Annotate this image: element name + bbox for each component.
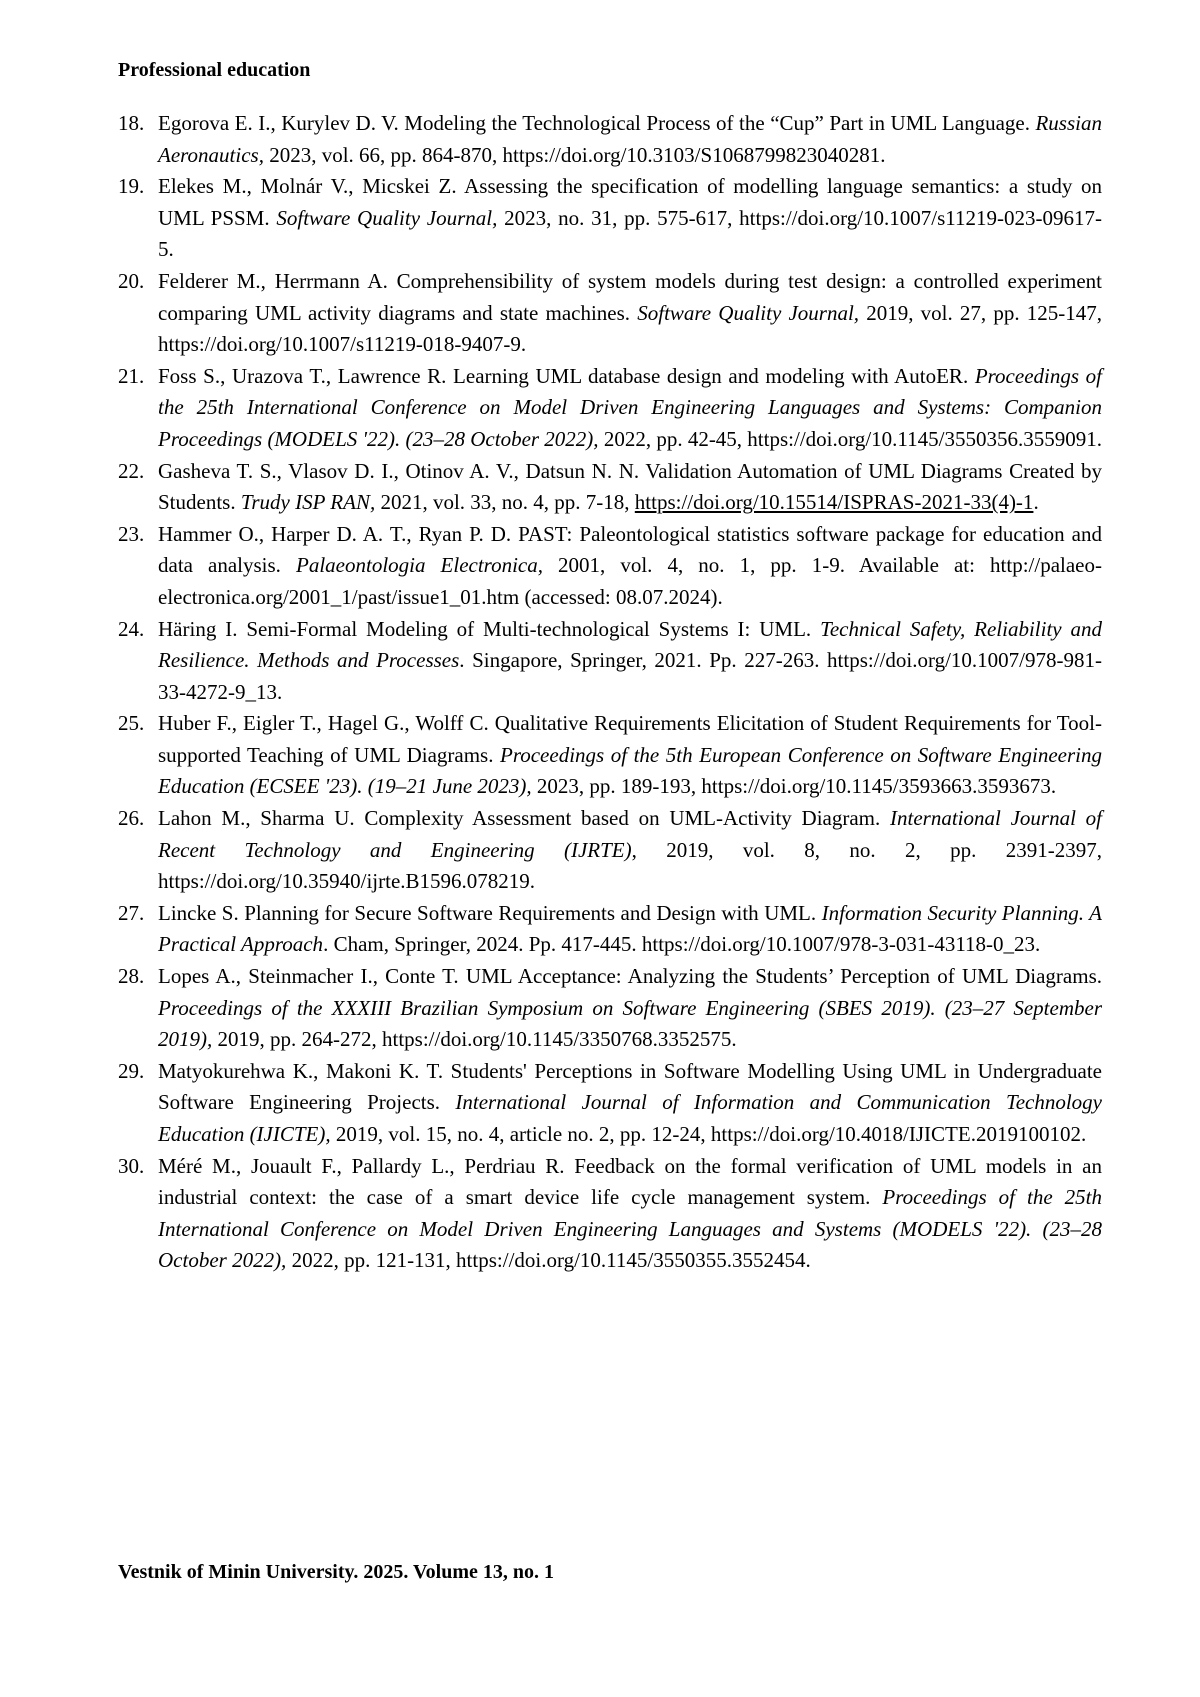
reference-text-run: . Cham, Springer, 2024. Pp. 417-445. https://doi.org/10.1007/978-3-031-43118-0_23. — [323, 932, 1041, 957]
reference-text-run: Lincke S. Planning for Secure Software Requirements and Design with UML. — [158, 900, 822, 925]
reference-text-run: Egorova E. I., Kurylev D. V. Modeling the Technological Process of the “Cup” Part in UML Language. — [158, 111, 1036, 135]
reference-text — [158, 269, 1102, 356]
reference-item — [118, 108, 1102, 171]
reference-text-run: , 2019, vol. 8, no. 2, pp. 2391-2397, https://doi.org/10.35940/ijrte.B1596.078219. — [158, 837, 1102, 894]
reference-item — [118, 614, 1102, 709]
reference-text-run: Felderer M., Herrmann A. Comprehensibility of system models during test design: a controlled experiment comparing UML activity diagrams and state machines. — [158, 268, 1102, 325]
reference-item — [118, 171, 1102, 266]
reference-source-italic: Trudy ISP RAN, — [240, 490, 376, 515]
reference-source-italic: Information Security Planning. A Practical Approach — [158, 900, 1102, 957]
doi-link[interactable]: https://doi.org/10.15514/ISPRAS-2021-33(4)-1 — [634, 490, 1034, 515]
reference-number: 23. — [118, 521, 145, 546]
reference-text — [158, 964, 1102, 1051]
reference-text-run: 2019, vol. 27, pp. 125-147, https://doi.org/10.1007/s11219-018-9407-9. — [158, 300, 1102, 357]
reference-text — [158, 901, 1102, 957]
reference-source-italic: Russian Aeronautics, — [158, 111, 1102, 167]
reference-item — [118, 456, 1102, 519]
reference-text-run: Häring I. Semi-Formal Modeling of Multi-technological Systems I: UML. — [158, 616, 821, 641]
reference-text — [158, 111, 1102, 167]
reference-number: 30. — [118, 1153, 145, 1178]
reference-item — [118, 803, 1102, 898]
reference-text-run: Lopes A., Steinmacher I., Conte T. UML Acceptance: Analyzing the Students’ Perception of UML Diagrams. — [158, 964, 1102, 989]
reference-number: 29. — [118, 1058, 145, 1083]
reference-item — [118, 708, 1102, 803]
reference-number: 18. — [118, 111, 145, 135]
reference-text-run: Hammer O., Harper D. A. T., Ryan P. D. PAST: Paleontological statistics software package for education and data analysis. — [158, 521, 1102, 578]
reference-text-run: 2023, no. 31, pp. 575-617, https://doi.org/10.1007/s11219-023-09617-5. — [158, 205, 1102, 262]
reference-number: 22. — [118, 458, 145, 483]
reference-item — [118, 266, 1102, 361]
page-header: Professional education — [118, 59, 311, 81]
reference-source-italic: Software Quality Journal, — [637, 300, 860, 325]
reference-source-italic: Technical Safety, Reliability and Resilience. Methods and Processes — [158, 616, 1102, 673]
reference-text-run: Elekes M., Molnár V., Micskei Z. Assessing the specification of modelling language semantics: a study on UML PSSM. — [158, 174, 1102, 230]
reference-number: 20. — [118, 268, 145, 293]
reference-number: 19. — [118, 174, 145, 199]
reference-number: 28. — [118, 964, 145, 989]
reference-item — [118, 1151, 1102, 1277]
reference-source-italic: Software Quality Journal, — [276, 205, 498, 230]
reference-item — [118, 361, 1102, 456]
reference-text-run: 2022, pp. 42-45, https://doi.org/10.1145/3550356.3559091. — [598, 426, 1102, 451]
reference-item — [118, 898, 1102, 961]
reference-text-run: 2001, vol. 4, no. 1, pp. 1-9. Available at: http://palaeo-electronica.org/2001_1/past/issue1_01.htm (accessed: 08.07.2024). — [158, 553, 1102, 609]
reference-number: 25. — [118, 711, 145, 736]
reference-text-run: 2019, vol. 15, no. 4, article no. 2, pp. 12-24, https://doi.org/10.4018/IJICTE.2019100102. — [330, 1122, 1087, 1146]
reference-text-run: 2023, vol. 66, pp. 864-870, https://doi.org/10.3103/S1068799823040281. — [263, 142, 886, 167]
reference-number: 24. — [118, 616, 145, 641]
reference-text — [158, 617, 1102, 704]
reference-text — [158, 459, 1102, 515]
reference-source-italic: Palaeontologia Electronica, — [296, 553, 543, 578]
reference-text — [158, 711, 1102, 798]
reference-text-run: Foss S., Urazova T., Lawrence R. Learning UML database design and modeling with AutoER. — [158, 363, 975, 388]
reference-source-italic: Proceedings of the 5th European Conference on Software Engineering Education (ECSEE '23). (19–21 June 2023), — [158, 742, 1103, 799]
reference-item — [118, 519, 1102, 614]
reference-text — [158, 1154, 1102, 1273]
reference-text — [158, 364, 1102, 451]
reference-source-italic: Proceedings of the 25th International Conference on Model Driven Engineering Languages and Systems: Companion Proceedings (MODELS '22). (23–28 October 2022), — [158, 363, 1102, 451]
reference-text-run: Lahon M., Sharma U. Complexity Assessment based on UML-Activity Diagram. — [158, 806, 891, 831]
reference-number: 21. — [118, 363, 145, 388]
reference-number: 27. — [118, 900, 145, 925]
reference-text-run: 2022, pp. 121-131, https://doi.org/10.1145/3550355.3552454. — [286, 1248, 811, 1273]
page-footer: Vestnik of Minin University. 2025. Volume 13, no. 1 — [118, 1561, 554, 1583]
references-list — [118, 108, 1102, 1277]
reference-text-run: Gasheva T. S., Vlasov D. I., Otinov A. V., Datsun N. N. Validation Automation of UML Diagrams Created by Students. — [158, 458, 1102, 515]
reference-text-run: 2021, vol. 33, no. 4, pp. 7-18, — [375, 490, 635, 515]
reference-text — [158, 1059, 1102, 1146]
reference-text-run: 2023, pp. 189-193, https://doi.org/10.1145/3593663.3593673. — [531, 774, 1057, 799]
reference-source-italic: Proceedings of the XXXIII Brazilian Symposium on Software Engineering (SBES 2019). (23–27 September 2019), — [158, 995, 1102, 1052]
reference-number: 26. — [118, 806, 145, 831]
reference-text — [158, 174, 1102, 261]
reference-item — [118, 1056, 1102, 1151]
reference-source-italic: International Journal of Recent Technology and Engineering (IJRTE) — [158, 806, 1102, 862]
reference-text-run: Méré M., Jouault F., Pallardy L., Perdriau R. Feedback on the formal verification of UML models in an industrial context: the case of a smart device life cycle management system. — [158, 1153, 1102, 1210]
reference-text-run: 2019, pp. 264-272, https://doi.org/10.1145/3350768.3352575. — [212, 1027, 737, 1052]
reference-source-italic: International Journal of Information and Communication Technology Education (IJICTE), — [158, 1090, 1103, 1146]
reference-source-italic: Proceedings of the 25th International Conference on Model Driven Engineering Languages and Systems (MODELS '22). (23–28 October 2022), — [158, 1185, 1102, 1273]
reference-text — [158, 522, 1102, 609]
reference-text-run: Huber F., Eigler T., Hagel G., Wolff C. Qualitative Requirements Elicitation of Student Requirements for Tool-supported Teaching of UML Diagrams. — [158, 711, 1102, 767]
reference-text-run: Matyokurehwa K., Makoni K. T. Students' Perceptions in Software Modelling Using UML in Undergraduate Software Engineering Projects. — [158, 1058, 1102, 1115]
reference-text-run: . Singapore, Springer, 2021. Pp. 227-263. https://doi.org/10.1007/978-981-33-4272-9_13. — [158, 648, 1103, 704]
reference-text — [158, 806, 1102, 893]
reference-text-run: . — [1033, 490, 1039, 515]
reference-item — [118, 961, 1102, 1056]
